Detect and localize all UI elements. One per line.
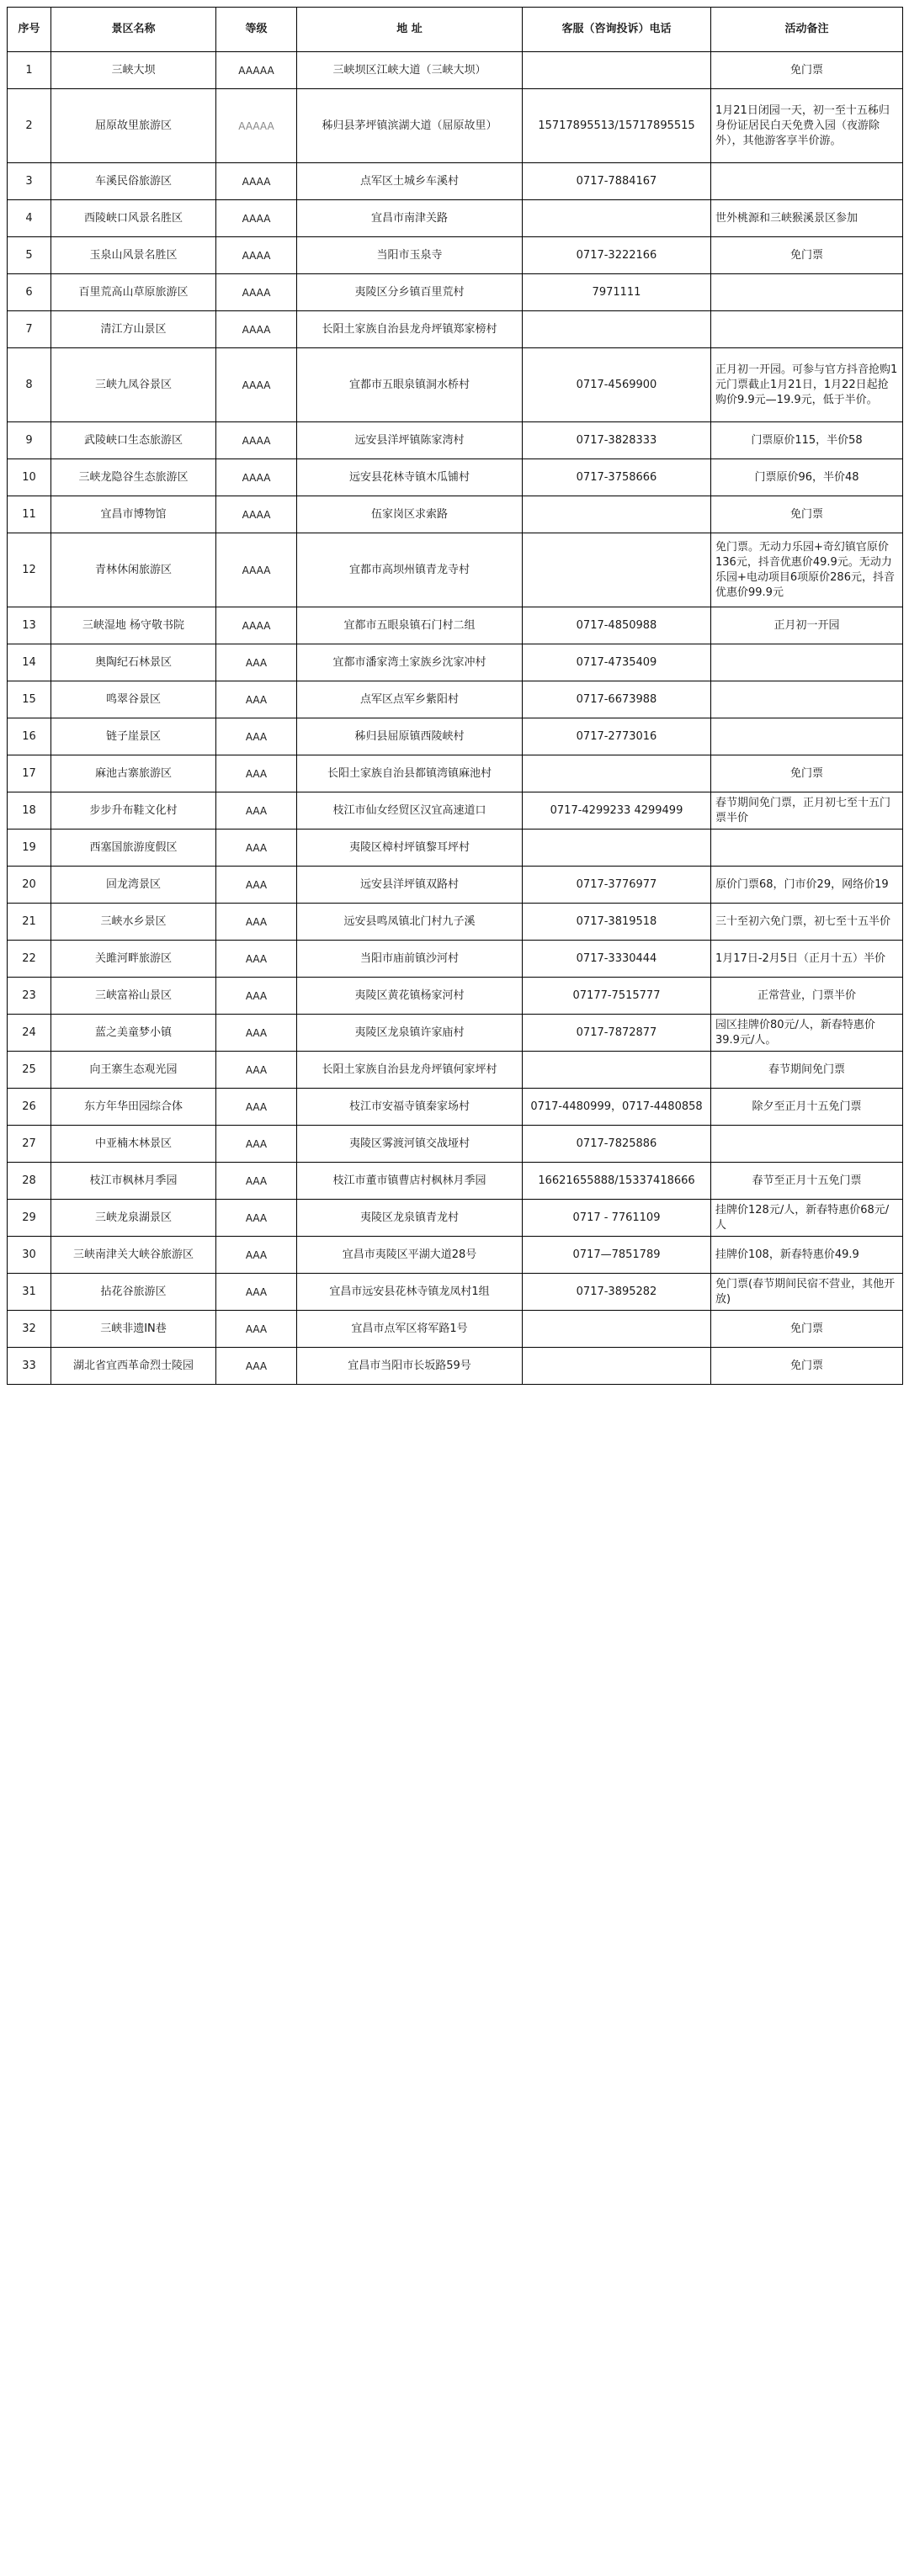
- cell-index: 7: [8, 311, 51, 348]
- table-row: [8, 1126, 903, 1163]
- cell-phone: 0717-4569900: [523, 348, 711, 422]
- cell-grade: AAA: [216, 867, 297, 904]
- cell-scenic-name: 中亚楠木林景区: [51, 1126, 216, 1163]
- cell-activity-note: 除夕至正月十五免门票: [711, 1089, 903, 1126]
- cell-phone: [523, 533, 711, 607]
- cell-address: 远安县洋坪镇双路村: [297, 867, 523, 904]
- header-grade: 等级: [216, 8, 297, 52]
- cell-scenic-name: 蓝之美童梦小镇: [51, 1015, 216, 1052]
- cell-index: 30: [8, 1237, 51, 1274]
- cell-phone: [523, 1052, 711, 1089]
- table-row: [8, 52, 903, 89]
- cell-index: 16: [8, 718, 51, 755]
- cell-activity-note: [711, 1126, 903, 1163]
- cell-grade: AAA: [216, 1237, 297, 1274]
- cell-index: 33: [8, 1348, 51, 1385]
- cell-phone: [523, 1348, 711, 1385]
- cell-address: 夷陵区雾渡河镇交战垭村: [297, 1126, 523, 1163]
- cell-scenic-name: 青林休闲旅游区: [51, 533, 216, 607]
- cell-scenic-name: 车溪民俗旅游区: [51, 163, 216, 200]
- cell-address: 宜都市高坝州镇青龙寺村: [297, 533, 523, 607]
- cell-grade: AAAA: [216, 496, 297, 533]
- cell-scenic-name: 奥陶纪石林景区: [51, 644, 216, 681]
- cell-grade: AAAA: [216, 311, 297, 348]
- cell-phone: [523, 200, 711, 237]
- cell-grade: AAA: [216, 830, 297, 867]
- cell-grade: AAAA: [216, 607, 297, 644]
- cell-address: 宜都市潘家湾土家族乡沈家冲村: [297, 644, 523, 681]
- cell-scenic-name: 湖北省宜西革命烈士陵园: [51, 1348, 216, 1385]
- cell-index: 10: [8, 459, 51, 496]
- cell-scenic-name: 西塞国旅游度假区: [51, 830, 216, 867]
- cell-phone: 0717-3330444: [523, 941, 711, 978]
- cell-phone: 0717-3895282: [523, 1274, 711, 1311]
- cell-index: 31: [8, 1274, 51, 1311]
- table-row: [8, 1015, 903, 1052]
- table-row: [8, 422, 903, 459]
- cell-phone: 0717-3776977: [523, 867, 711, 904]
- table-row: [8, 1274, 903, 1311]
- cell-phone: 0717-3819518: [523, 904, 711, 941]
- cell-phone: 15717895513/15717895515: [523, 89, 711, 163]
- cell-index: 23: [8, 978, 51, 1015]
- cell-activity-note: 正月初一开园。可参与官方抖音抢购1元门票截止1月21日，1月22日起抢购价9.9元—19.9元，低于半价。: [711, 348, 903, 422]
- table-row: [8, 755, 903, 792]
- cell-phone: 0717-4480999，0717-4480858: [523, 1089, 711, 1126]
- cell-grade: AAAAA: [216, 52, 297, 89]
- table-row: [8, 89, 903, 163]
- cell-index: 3: [8, 163, 51, 200]
- cell-scenic-name: 三峡大坝: [51, 52, 216, 89]
- cell-address: 秭归县屈原镇西陵峡村: [297, 718, 523, 755]
- table-row: [8, 533, 903, 607]
- cell-scenic-name: 三峡龙隐谷生态旅游区: [51, 459, 216, 496]
- cell-index: 20: [8, 867, 51, 904]
- table-row: [8, 867, 903, 904]
- cell-activity-note: [711, 163, 903, 200]
- cell-grade: AAA: [216, 644, 297, 681]
- cell-index: 19: [8, 830, 51, 867]
- table-row: [8, 607, 903, 644]
- cell-grade: AAA: [216, 755, 297, 792]
- cell-phone: [523, 496, 711, 533]
- cell-index: 13: [8, 607, 51, 644]
- cell-index: 6: [8, 274, 51, 311]
- table-row: [8, 904, 903, 941]
- cell-scenic-name: 东方年华田园综合体: [51, 1089, 216, 1126]
- cell-phone: 0717-4299233 4299499: [523, 792, 711, 830]
- cell-activity-note: 春节期间免门票: [711, 1052, 903, 1089]
- cell-address: 夷陵区龙泉镇许家庙村: [297, 1015, 523, 1052]
- table-row: [8, 163, 903, 200]
- cell-scenic-name: 百里荒高山草原旅游区: [51, 274, 216, 311]
- cell-activity-note: 免门票: [711, 755, 903, 792]
- cell-activity-note: 1月21日闭园一天，初一至十五秭归身份证居民白天免费入园（夜游除外），其他游客享半价游。: [711, 89, 903, 163]
- cell-address: 当阳市庙前镇沙河村: [297, 941, 523, 978]
- table-row: [8, 792, 903, 830]
- cell-scenic-name: 三峡九凤谷景区: [51, 348, 216, 422]
- cell-index: 29: [8, 1200, 51, 1237]
- cell-address: 宜都市五眼泉镇洞水桥村: [297, 348, 523, 422]
- cell-index: 17: [8, 755, 51, 792]
- cell-scenic-name: 清江方山景区: [51, 311, 216, 348]
- cell-scenic-name: 向王寨生态观光园: [51, 1052, 216, 1089]
- cell-grade: AAAA: [216, 200, 297, 237]
- cell-activity-note: [711, 718, 903, 755]
- cell-index: 24: [8, 1015, 51, 1052]
- cell-address: 夷陵区分乡镇百里荒村: [297, 274, 523, 311]
- cell-phone: 0717-6673988: [523, 681, 711, 718]
- cell-scenic-name: 三峡非遗IN巷: [51, 1311, 216, 1348]
- cell-phone: 0717-7872877: [523, 1015, 711, 1052]
- cell-activity-note: 挂牌价128元/人，新春特惠价68元/人: [711, 1200, 903, 1237]
- cell-index: 1: [8, 52, 51, 89]
- cell-activity-note: 1月17日-2月5日（正月十五）半价: [711, 941, 903, 978]
- table-header-row: [8, 8, 903, 52]
- cell-phone: 0717-3828333: [523, 422, 711, 459]
- cell-index: 25: [8, 1052, 51, 1089]
- cell-scenic-name: 鸣翠谷景区: [51, 681, 216, 718]
- cell-address: 枝江市安福寺镇秦家场村: [297, 1089, 523, 1126]
- cell-address: 宜昌市远安县花林寺镇龙凤村1组: [297, 1274, 523, 1311]
- cell-index: 15: [8, 681, 51, 718]
- cell-phone: 07177-7515777: [523, 978, 711, 1015]
- cell-scenic-name: 拈花谷旅游区: [51, 1274, 216, 1311]
- cell-scenic-name: 三峡湿地 杨守敬书院: [51, 607, 216, 644]
- cell-index: 27: [8, 1126, 51, 1163]
- cell-grade: AAA: [216, 792, 297, 830]
- table-row: [8, 681, 903, 718]
- cell-address: 远安县鸣凤镇北门村九子溪: [297, 904, 523, 941]
- cell-activity-note: 门票原价115，半价58: [711, 422, 903, 459]
- cell-phone: [523, 1311, 711, 1348]
- table-row: [8, 496, 903, 533]
- cell-activity-note: 正常营业，门票半价: [711, 978, 903, 1015]
- table-row: [8, 941, 903, 978]
- cell-grade: AAA: [216, 1126, 297, 1163]
- header-scenic-name: 景区名称: [51, 8, 216, 52]
- cell-scenic-name: 麻池古寨旅游区: [51, 755, 216, 792]
- cell-grade: AAA: [216, 1015, 297, 1052]
- cell-index: 32: [8, 1311, 51, 1348]
- cell-grade: AAAA: [216, 348, 297, 422]
- cell-grade: AAA: [216, 1348, 297, 1385]
- cell-activity-note: 免门票: [711, 1348, 903, 1385]
- cell-phone: 16621655888/15337418666: [523, 1163, 711, 1200]
- cell-activity-note: 免门票: [711, 237, 903, 274]
- cell-activity-note: [711, 830, 903, 867]
- cell-activity-note: [711, 311, 903, 348]
- cell-phone: [523, 52, 711, 89]
- table-row: [8, 274, 903, 311]
- cell-phone: [523, 830, 711, 867]
- table-row: [8, 830, 903, 867]
- cell-index: 5: [8, 237, 51, 274]
- table-row: [8, 1237, 903, 1274]
- cell-activity-note: 园区挂牌价80元/人，新春特惠价39.9元/人。: [711, 1015, 903, 1052]
- header-index: 序号: [8, 8, 51, 52]
- cell-phone: [523, 755, 711, 792]
- cell-activity-note: 正月初一开园: [711, 607, 903, 644]
- cell-index: 2: [8, 89, 51, 163]
- table-row: [8, 1311, 903, 1348]
- cell-scenic-name: 三峡龙泉湖景区: [51, 1200, 216, 1237]
- cell-index: 9: [8, 422, 51, 459]
- cell-activity-note: 门票原价96，半价48: [711, 459, 903, 496]
- cell-address: 点军区点军乡紫阳村: [297, 681, 523, 718]
- cell-index: 18: [8, 792, 51, 830]
- cell-scenic-name: 关雎河畔旅游区: [51, 941, 216, 978]
- cell-address: 当阳市玉泉寺: [297, 237, 523, 274]
- cell-address: 长阳土家族自治县龙舟坪镇何家坪村: [297, 1052, 523, 1089]
- cell-address: 秭归县茅坪镇滨湖大道（屈原故里）: [297, 89, 523, 163]
- scenic-spots-table: [7, 7, 903, 1385]
- table-row: [8, 718, 903, 755]
- cell-index: 12: [8, 533, 51, 607]
- cell-address: 三峡坝区江峡大道（三峡大坝）: [297, 52, 523, 89]
- cell-grade: AAA: [216, 1200, 297, 1237]
- cell-address: 宜昌市夷陵区平湖大道28号: [297, 1237, 523, 1274]
- cell-phone: [523, 311, 711, 348]
- cell-scenic-name: 玉泉山风景名胜区: [51, 237, 216, 274]
- table-body: [8, 52, 903, 1385]
- cell-index: 28: [8, 1163, 51, 1200]
- cell-address: 长阳土家族自治县龙舟坪镇郑家榜村: [297, 311, 523, 348]
- cell-activity-note: 世外桃源和三峡猴溪景区参加: [711, 200, 903, 237]
- cell-address: 宜昌市南津关路: [297, 200, 523, 237]
- cell-scenic-name: 三峡南津关大峡谷旅游区: [51, 1237, 216, 1274]
- cell-scenic-name: 屈原故里旅游区: [51, 89, 216, 163]
- cell-grade: AAAAA: [216, 89, 297, 163]
- cell-phone: 0717-7884167: [523, 163, 711, 200]
- scenic-spots-table-container: [7, 7, 902, 1385]
- cell-address: 枝江市仙女经贸区汉宜高速道口: [297, 792, 523, 830]
- cell-grade: AAAA: [216, 459, 297, 496]
- cell-index: 22: [8, 941, 51, 978]
- cell-index: 14: [8, 644, 51, 681]
- cell-scenic-name: 三峡富裕山景区: [51, 978, 216, 1015]
- cell-address: 夷陵区龙泉镇青龙村: [297, 1200, 523, 1237]
- cell-scenic-name: 回龙湾景区: [51, 867, 216, 904]
- cell-activity-note: [711, 274, 903, 311]
- cell-phone: 0717—7851789: [523, 1237, 711, 1274]
- cell-activity-note: 免门票。无动力乐园+奇幻镇官原价136元，抖音优惠价49.9元。无动力乐园+电动项目6项原价286元，抖音优惠价99.9元: [711, 533, 903, 607]
- header-activity-note: 活动备注: [711, 8, 903, 52]
- table-row: [8, 1348, 903, 1385]
- cell-phone: 7971111: [523, 274, 711, 311]
- cell-address: 长阳土家族自治县都镇湾镇麻池村: [297, 755, 523, 792]
- cell-index: 4: [8, 200, 51, 237]
- cell-phone: 0717-2773016: [523, 718, 711, 755]
- cell-grade: AAAA: [216, 533, 297, 607]
- cell-grade: AAA: [216, 718, 297, 755]
- cell-address: 伍家岗区求索路: [297, 496, 523, 533]
- cell-grade: AAA: [216, 1163, 297, 1200]
- cell-activity-note: 春节期间免门票，正月初七至十五门票半价: [711, 792, 903, 830]
- table-row: [8, 311, 903, 348]
- table-row: [8, 978, 903, 1015]
- cell-scenic-name: 宜昌市博物馆: [51, 496, 216, 533]
- cell-activity-note: 免门票: [711, 52, 903, 89]
- cell-address: 宜昌市点军区将军路1号: [297, 1311, 523, 1348]
- cell-scenic-name: 链子崖景区: [51, 718, 216, 755]
- table-row: [8, 459, 903, 496]
- cell-grade: AAA: [216, 1089, 297, 1126]
- cell-activity-note: 原价门票68，门市价29，网络价19: [711, 867, 903, 904]
- table-row: [8, 1052, 903, 1089]
- header-address: 地 址: [297, 8, 523, 52]
- cell-grade: AAA: [216, 978, 297, 1015]
- cell-index: 11: [8, 496, 51, 533]
- cell-phone: 0717-4850988: [523, 607, 711, 644]
- cell-activity-note: 三十至初六免门票，初七至十五半价: [711, 904, 903, 941]
- cell-phone: 0717-7825886: [523, 1126, 711, 1163]
- cell-scenic-name: 武陵峡口生态旅游区: [51, 422, 216, 459]
- cell-scenic-name: 枝江市枫林月季园: [51, 1163, 216, 1200]
- cell-address: 夷陵区樟村坪镇黎耳坪村: [297, 830, 523, 867]
- header-phone: 客服（咨询投诉）电话: [523, 8, 711, 52]
- cell-grade: AAA: [216, 904, 297, 941]
- cell-grade: AAAA: [216, 237, 297, 274]
- cell-grade: AAA: [216, 1052, 297, 1089]
- cell-grade: AAA: [216, 1274, 297, 1311]
- cell-address: 远安县洋坪镇陈家湾村: [297, 422, 523, 459]
- cell-grade: AAA: [216, 681, 297, 718]
- cell-activity-note: [711, 644, 903, 681]
- cell-activity-note: [711, 681, 903, 718]
- cell-index: 26: [8, 1089, 51, 1126]
- table-row: [8, 1200, 903, 1237]
- table-row: [8, 1089, 903, 1126]
- watermark-cover: [801, 2526, 902, 2564]
- cell-activity-note: 挂牌价108，新春特惠价49.9: [711, 1237, 903, 1274]
- table-row: [8, 348, 903, 422]
- cell-index: 21: [8, 904, 51, 941]
- cell-phone: 0717-3758666: [523, 459, 711, 496]
- cell-grade: AAA: [216, 941, 297, 978]
- table-row: [8, 644, 903, 681]
- table-row: [8, 1163, 903, 1200]
- cell-grade: AAAA: [216, 422, 297, 459]
- cell-activity-note: 免门票: [711, 1311, 903, 1348]
- cell-scenic-name: 步步升布鞋文化村: [51, 792, 216, 830]
- table-row: [8, 237, 903, 274]
- cell-address: 宜昌市当阳市长坂路59号: [297, 1348, 523, 1385]
- cell-grade: AAAA: [216, 274, 297, 311]
- cell-address: 远安县花林寺镇木瓜铺村: [297, 459, 523, 496]
- cell-phone: 0717-3222166: [523, 237, 711, 274]
- cell-address: 宜都市五眼泉镇石门村二组: [297, 607, 523, 644]
- cell-grade: AAAA: [216, 163, 297, 200]
- cell-address: 点军区土城乡车溪村: [297, 163, 523, 200]
- cell-scenic-name: 西陵峡口风景名胜区: [51, 200, 216, 237]
- cell-grade: AAA: [216, 1311, 297, 1348]
- cell-activity-note: 免门票: [711, 496, 903, 533]
- cell-index: 8: [8, 348, 51, 422]
- cell-address: 夷陵区黄花镇杨家河村: [297, 978, 523, 1015]
- cell-scenic-name: 三峡水乡景区: [51, 904, 216, 941]
- cell-phone: 0717 - 7761109: [523, 1200, 711, 1237]
- cell-activity-note: 免门票(春节期间民宿不营业，其他开放): [711, 1274, 903, 1311]
- cell-address: 枝江市董市镇曹店村枫林月季园: [297, 1163, 523, 1200]
- table-row: [8, 200, 903, 237]
- cell-phone: 0717-4735409: [523, 644, 711, 681]
- cell-activity-note: 春节至正月十五免门票: [711, 1163, 903, 1200]
